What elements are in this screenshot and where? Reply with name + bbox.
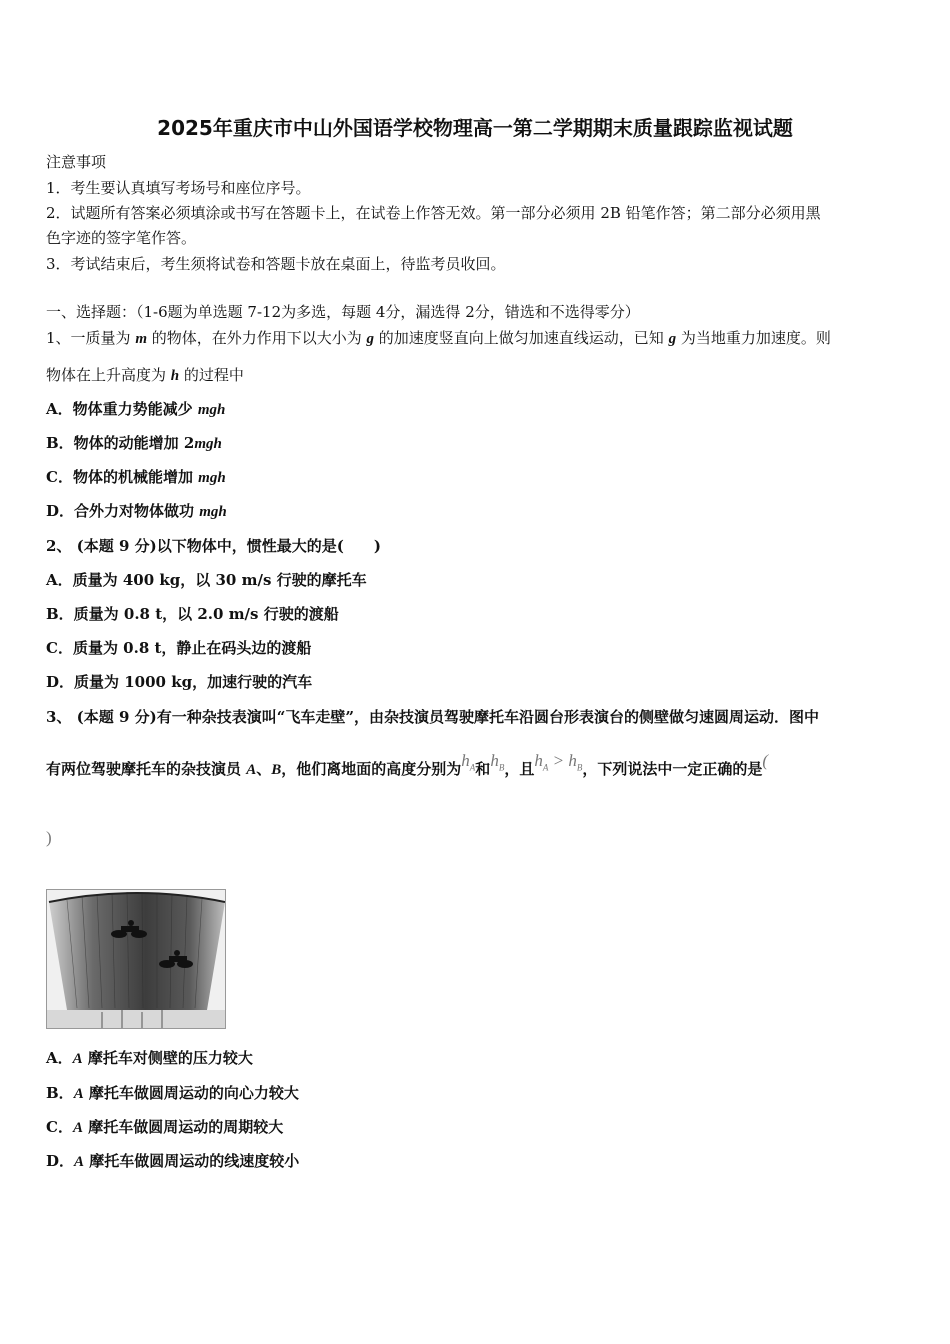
wall-of-death-photo [46, 889, 226, 1029]
page-title: 2025年重庆市中山外国语学校物理高一第二学期期末质量跟踪监视试题 [157, 116, 793, 140]
q1-option-c: C．物体的机械能增加 mgh [46, 468, 226, 486]
q1-option-b: B．物体的动能增加 2mgh [46, 434, 222, 452]
notice-heading: 注意事项 [46, 153, 107, 171]
q1-option-a: A．物体重力势能减少 mgh [46, 400, 226, 418]
inequality: $h_A > h_B$ [534, 751, 583, 773]
notice-item: 2．试题所有答案必须填涂或书写在答题卡上，在试卷上作答无效。第一部分必须用 2B 铅笔作答；第二部分必须用黑 [46, 204, 821, 222]
q3-option-a: A．A 摩托车对侧壁的压力较大 [46, 1049, 253, 1067]
q3-option-d: D．A 摩托车做圆周运动的线速度较小 [46, 1152, 300, 1170]
notice-item: 1．考生要认真填写考场号和座位序号。 [46, 179, 311, 197]
q2-option-b: B．质量为 0.8 t，以 2.0 m/s 行驶的渡船 [46, 605, 339, 623]
q3-close-paren: ) [46, 828, 52, 847]
section-heading: 一、选择题：（1-6题为单选题 7-12为多选，每题 4分，漏选得 2分，错选和不选得零分） [46, 303, 640, 321]
q2-option-a: A．质量为 400 kg，以 30 m/s 行驶的摩托车 [46, 571, 367, 589]
motorcycle-wall-image [47, 890, 226, 1029]
notice-item: 3．考试结束后，考生须将试卷和答题卡放在桌面上，待监考员收回。 [46, 255, 506, 273]
h-b-symbol: $h_B$ [490, 751, 505, 773]
h-a-symbol: $h_A$ [461, 751, 476, 773]
notice-item: 色字迹的签字笔作答。 [46, 229, 197, 247]
q1-option-d: D．合外力对物体做功 mgh [46, 502, 227, 520]
q3-stem-line2: 有两位驾驶摩托车的杂技演员 A、B，他们离地面的高度分别为$h_A$和$h_B$，且$h_A > h_B$，下列说法中一定正确的是( [46, 751, 768, 778]
q3-stem-line1: 3、 (本题 9 分)有一种杂技表演叫“飞车走壁”，由杂技演员驾驶摩托车沿圆台形表演台的侧壁做匀速圆周运动．图中 [46, 708, 819, 726]
q3-option-c: C．A 摩托车做圆周运动的周期较大 [46, 1118, 284, 1136]
q2-option-c: C．质量为 0.8 t，静止在码头边的渡船 [46, 639, 312, 657]
q2-option-d: D．质量为 1000 kg，加速行驶的汽车 [46, 673, 313, 691]
q3-option-b: B．A 摩托车做圆周运动的向心力较大 [46, 1084, 299, 1102]
q2-stem: 2、 (本题 9 分)以下物体中，惯性最大的是( ) [46, 537, 381, 555]
q1-stem-line2: 物体在上升高度为 h 的过程中 [46, 366, 244, 384]
q1-stem-line1: 1、一质量为 m 的物体，在外力作用下以大小为 g 的加速度竖直向上做匀加速直线运动，已知 g 为当地重力加速度。则 [46, 329, 831, 347]
